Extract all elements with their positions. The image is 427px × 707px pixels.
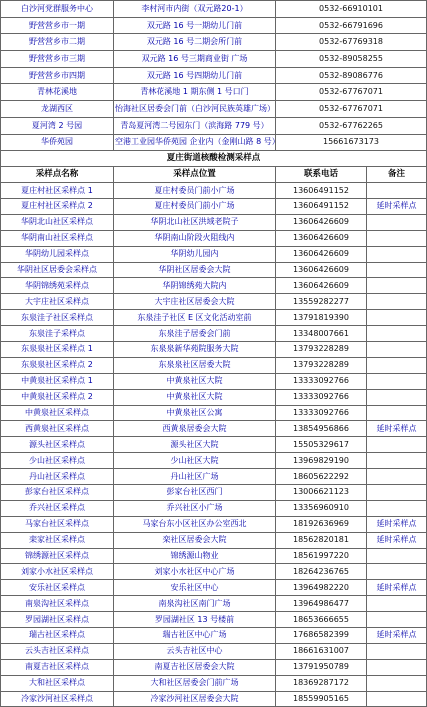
site-name-cell: 华侨苑园 xyxy=(1,134,114,151)
remark-cell xyxy=(367,659,427,675)
top-table-row xyxy=(1,1,427,18)
site-location-cell: 夏庄村委员门前小广场 xyxy=(114,183,276,199)
header-location: 采样点位置 xyxy=(114,167,276,183)
table-row xyxy=(1,278,427,294)
table-row xyxy=(1,341,427,357)
site-name-cell: 东泉泉社区采样点 2 xyxy=(1,357,114,373)
site-location-cell: 大宇庄社区居委会大院 xyxy=(114,294,276,310)
phone-cell: 13969829190 xyxy=(276,453,367,469)
remark-cell: 延时采样点 xyxy=(367,628,427,644)
top-table-row xyxy=(1,101,427,118)
site-name-cell: 夏庄村社区采样点 1 xyxy=(1,183,114,199)
phone-cell: 18369287172 xyxy=(276,675,367,691)
remark-cell xyxy=(367,469,427,485)
site-name-cell: 华阴社区居委会采样点 xyxy=(1,262,114,278)
phone-cell: 18661631007 xyxy=(276,643,367,659)
site-name-cell: 锦绣源社区采样点 xyxy=(1,548,114,564)
phone-cell: 0532-66791696 xyxy=(276,17,427,34)
site-name-cell: 彭家台社区采样点 xyxy=(1,485,114,501)
site-location-cell: 西黄泉居委会大院 xyxy=(114,421,276,437)
site-name-cell: 少山社区采样点 xyxy=(1,453,114,469)
table-row xyxy=(1,691,427,707)
remark-cell: 延时采样点 xyxy=(367,516,427,532)
phone-cell: 13348007661 xyxy=(276,326,367,342)
site-location-cell: 彭家台社区西门 xyxy=(114,485,276,501)
top-table-row xyxy=(1,51,427,68)
remark-cell xyxy=(367,183,427,199)
table-row xyxy=(1,405,427,421)
phone-cell: 13606491152 xyxy=(276,183,367,199)
remark-cell xyxy=(367,341,427,357)
table-row xyxy=(1,612,427,628)
remark-cell xyxy=(367,389,427,405)
remark-cell xyxy=(367,691,427,707)
phone-cell: 13356960910 xyxy=(276,500,367,516)
header-remark: 备注 xyxy=(367,167,427,183)
remark-cell xyxy=(367,643,427,659)
remark-cell xyxy=(367,310,427,326)
phone-cell: 13964982220 xyxy=(276,580,367,596)
table-row xyxy=(1,532,427,548)
table-row xyxy=(1,437,427,453)
header-phone: 联系电话 xyxy=(276,167,367,183)
site-location-cell: 东泉洼子居委会门前 xyxy=(114,326,276,342)
site-location-cell: 东泉洼子社区 E 区文化活动室前 xyxy=(114,310,276,326)
site-location-cell: 华阴南山阶段火阻线内 xyxy=(114,230,276,246)
table-row xyxy=(1,659,427,675)
phone-cell: 0532-89058255 xyxy=(276,51,427,68)
phone-cell: 18605622292 xyxy=(276,469,367,485)
site-name-cell: 安乐社区采样点 xyxy=(1,580,114,596)
table-row xyxy=(1,357,427,373)
table-row xyxy=(1,500,427,516)
table-row xyxy=(1,214,427,230)
site-location-cell: 华阴锦绣苑大院内 xyxy=(114,278,276,294)
site-name-cell: 中黄泉社区采样点 2 xyxy=(1,389,114,405)
top-table-row xyxy=(1,67,427,84)
site-name-cell: 刘家小水社区采样点 xyxy=(1,564,114,580)
top-table-row xyxy=(1,84,427,101)
remark-cell: 延时采样点 xyxy=(367,198,427,214)
site-name-cell: 华阴北山社区采样点 xyxy=(1,214,114,230)
site-location-cell: 瑞古社区中心广场 xyxy=(114,628,276,644)
site-name-cell: 东泉洼子社区采样点 xyxy=(1,310,114,326)
phone-cell: 0532-67767071 xyxy=(276,101,427,118)
site-name-cell: 乔兴社区采样点 xyxy=(1,500,114,516)
site-location-cell: 中黄泉社区大院 xyxy=(114,373,276,389)
remark-cell: 延时采样点 xyxy=(367,580,427,596)
site-location-cell: 南夏吉社区居委会大院 xyxy=(114,659,276,675)
phone-cell: 13606491152 xyxy=(276,198,367,214)
remark-cell xyxy=(367,278,427,294)
phone-cell: 13793228289 xyxy=(276,341,367,357)
site-name-cell: 大宇庄社区采样点 xyxy=(1,294,114,310)
phone-cell: 18562820181 xyxy=(276,532,367,548)
remark-cell xyxy=(367,214,427,230)
table-row xyxy=(1,485,427,501)
phone-cell: 13006621123 xyxy=(276,485,367,501)
site-name-cell: 南泉沟社区采样点 xyxy=(1,596,114,612)
remark-cell xyxy=(367,357,427,373)
site-name-cell: 东泉泉社区采样点 1 xyxy=(1,341,114,357)
site-location-cell: 大和社区居委会门前广场 xyxy=(114,675,276,691)
site-name-cell: 源头社区采样点 xyxy=(1,437,114,453)
site-location-cell: 双元路 16 号一期幼儿门前 xyxy=(114,17,276,34)
site-location-cell: 栾社区居委会大院 xyxy=(114,532,276,548)
table-row xyxy=(1,628,427,644)
upper-table-section xyxy=(1,1,427,151)
phone-cell: 0532-89086776 xyxy=(276,67,427,84)
site-name-cell: 龙湖西区 xyxy=(1,101,114,118)
remark-cell xyxy=(367,246,427,262)
phone-cell: 13791819390 xyxy=(276,310,367,326)
table-row xyxy=(1,326,427,342)
table-row xyxy=(1,421,427,437)
site-location-cell: 中黄泉社区公寓 xyxy=(114,405,276,421)
table-row xyxy=(1,198,427,214)
phone-cell: 17686582399 xyxy=(276,628,367,644)
phone-cell: 13333092766 xyxy=(276,389,367,405)
site-name-cell: 野营营乡市一期 xyxy=(1,17,114,34)
remark-cell: 延时采样点 xyxy=(367,532,427,548)
phone-cell: 18264236765 xyxy=(276,564,367,580)
site-location-cell: 华阴社区居委会大院 xyxy=(114,262,276,278)
table-row xyxy=(1,580,427,596)
remark-cell xyxy=(367,548,427,564)
site-location-cell: 乔兴社区小广场 xyxy=(114,500,276,516)
site-location-cell: 少山社区大院 xyxy=(114,453,276,469)
phone-cell: 18561997220 xyxy=(276,548,367,564)
site-name-cell: 夏河湾 2 号园 xyxy=(1,117,114,134)
phone-cell: 13606426609 xyxy=(276,214,367,230)
site-location-cell: 丹山社区广场 xyxy=(114,469,276,485)
remark-cell xyxy=(367,453,427,469)
site-location-cell: 云头吉社区中心 xyxy=(114,643,276,659)
remark-cell xyxy=(367,675,427,691)
phone-cell: 18559905165 xyxy=(276,691,367,707)
table-row xyxy=(1,230,427,246)
site-location-cell: 安乐社区中心 xyxy=(114,580,276,596)
sampling-rows xyxy=(1,183,427,707)
section-title-row xyxy=(1,151,427,167)
phone-cell: 18653666655 xyxy=(276,612,367,628)
phone-cell: 13606426609 xyxy=(276,262,367,278)
site-name-cell: 白沙河党群服务中心 xyxy=(1,1,114,18)
table-row xyxy=(1,453,427,469)
site-name-cell: 栾家社区采样点 xyxy=(1,532,114,548)
site-name-cell: 大和社区采样点 xyxy=(1,675,114,691)
site-name-cell: 华阴幼儿园采样点 xyxy=(1,246,114,262)
site-location-cell: 李村河市内街（双元路20-1） xyxy=(114,1,276,18)
phone-cell: 13854956866 xyxy=(276,421,367,437)
remark-cell xyxy=(367,500,427,516)
site-location-cell: 冷家沙河社区居委会大院 xyxy=(114,691,276,707)
site-location-cell: 双元路 16 号二期会所门前 xyxy=(114,34,276,51)
remark-cell xyxy=(367,405,427,421)
site-name-cell: 青林花溪地 xyxy=(1,84,114,101)
site-name-cell: 西黄泉社区采样点 xyxy=(1,421,114,437)
top-table-row xyxy=(1,34,427,51)
phone-cell: 0532-67767071 xyxy=(276,84,427,101)
table-row xyxy=(1,675,427,691)
site-name-cell: 马家台社区采样点 xyxy=(1,516,114,532)
phone-cell: 0532-66910101 xyxy=(276,1,427,18)
site-name-cell: 瑞古社区采样点 xyxy=(1,628,114,644)
site-location-cell: 青林花溪地 1 期东侧 1 号口门 xyxy=(114,84,276,101)
header-name: 采样点名称 xyxy=(1,167,114,183)
site-location-cell: 东泉泉新华苑院服务大院 xyxy=(114,341,276,357)
site-name-cell: 夏庄村社区采样点 2 xyxy=(1,198,114,214)
phone-cell: 0532-67769318 xyxy=(276,34,427,51)
remark-cell xyxy=(367,485,427,501)
site-location-cell: 双元路 16 号四期幼儿门前 xyxy=(114,67,276,84)
section-title: 夏庄街道核酸检测采样点 xyxy=(1,151,427,167)
site-name-cell: 云头吉社区采样点 xyxy=(1,643,114,659)
phone-cell: 13606426609 xyxy=(276,278,367,294)
site-location-cell: 中黄泉社区大院 xyxy=(114,389,276,405)
table-row xyxy=(1,310,427,326)
top-table-row xyxy=(1,134,427,151)
site-name-cell: 中黄泉社区采样点 1 xyxy=(1,373,114,389)
table-row xyxy=(1,294,427,310)
site-name-cell: 罗园湖社区采样点 xyxy=(1,612,114,628)
site-name-cell: 华阴南山社区采样点 xyxy=(1,230,114,246)
top-table-row xyxy=(1,117,427,134)
site-location-cell: 华阴幼儿园内 xyxy=(114,246,276,262)
phone-cell: 0532-67762265 xyxy=(276,117,427,134)
site-location-cell: 锦绣源山物业 xyxy=(114,548,276,564)
site-location-cell: 南泉沟社区南门广场 xyxy=(114,596,276,612)
site-location-cell: 马家台东小区社区办公室西北 xyxy=(114,516,276,532)
phone-cell: 13333092766 xyxy=(276,405,367,421)
top-table-row xyxy=(1,17,427,34)
table-row xyxy=(1,262,427,278)
table-row xyxy=(1,389,427,405)
site-name-cell: 南夏吉社区采样点 xyxy=(1,659,114,675)
phone-cell: 13964986477 xyxy=(276,596,367,612)
header-row xyxy=(1,167,427,183)
site-name-cell: 野营营乡市四期 xyxy=(1,67,114,84)
site-location-cell: 双元路 16 号三期商业街 广场 xyxy=(114,51,276,68)
site-location-cell: 东泉泉社区居委大院 xyxy=(114,357,276,373)
site-name-cell: 东泉洼子采样点 xyxy=(1,326,114,342)
phone-cell: 13606426609 xyxy=(276,230,367,246)
table-row xyxy=(1,183,427,199)
remark-cell xyxy=(367,294,427,310)
remark-cell xyxy=(367,373,427,389)
site-location-cell: 怡海社区居委会门前（白沙河民族英雄广场） xyxy=(114,101,276,118)
phone-cell: 13606426609 xyxy=(276,246,367,262)
site-name-cell: 野营营乡市二期 xyxy=(1,34,114,51)
table-row xyxy=(1,596,427,612)
table-row xyxy=(1,643,427,659)
site-location-cell: 刘家小水社区中心广场 xyxy=(114,564,276,580)
phone-cell: 13559282277 xyxy=(276,294,367,310)
table-row xyxy=(1,469,427,485)
site-location-cell: 源头社区大院 xyxy=(114,437,276,453)
phone-cell: 13791950789 xyxy=(276,659,367,675)
remark-cell xyxy=(367,262,427,278)
site-name-cell: 华阴锦绣苑采样点 xyxy=(1,278,114,294)
remark-cell xyxy=(367,596,427,612)
remark-cell xyxy=(367,437,427,453)
remark-cell: 延时采样点 xyxy=(367,421,427,437)
table-row xyxy=(1,373,427,389)
site-location-cell: 夏庄村委员门前小广场 xyxy=(114,198,276,214)
table-row xyxy=(1,246,427,262)
site-name-cell: 中黄泉社区采样点 xyxy=(1,405,114,421)
remark-cell xyxy=(367,564,427,580)
remark-cell xyxy=(367,326,427,342)
site-location-cell: 华阴北山社区洪域老院子 xyxy=(114,214,276,230)
site-name-cell: 冷家沙河社区采样点 xyxy=(1,691,114,707)
table-row xyxy=(1,564,427,580)
phone-cell: 15505329617 xyxy=(276,437,367,453)
site-location-cell: 空港工业园华侨苑园 企业内（金刚山路 8 号） xyxy=(114,134,276,151)
phone-cell: 13793228289 xyxy=(276,357,367,373)
site-name-cell: 丹山社区采样点 xyxy=(1,469,114,485)
table-row xyxy=(1,516,427,532)
table-row xyxy=(1,548,427,564)
site-name-cell: 野营营乡市三期 xyxy=(1,51,114,68)
phone-cell: 13333092766 xyxy=(276,373,367,389)
remark-cell xyxy=(367,612,427,628)
remark-cell xyxy=(367,230,427,246)
phone-cell: 18192636969 xyxy=(276,516,367,532)
site-location-cell: 罗园湖社区 13 号楼前 xyxy=(114,612,276,628)
site-location-cell: 青岛夏河湾二号园东门（滨海路 779 号） xyxy=(114,117,276,134)
phone-cell: 15661673173 xyxy=(276,134,427,151)
